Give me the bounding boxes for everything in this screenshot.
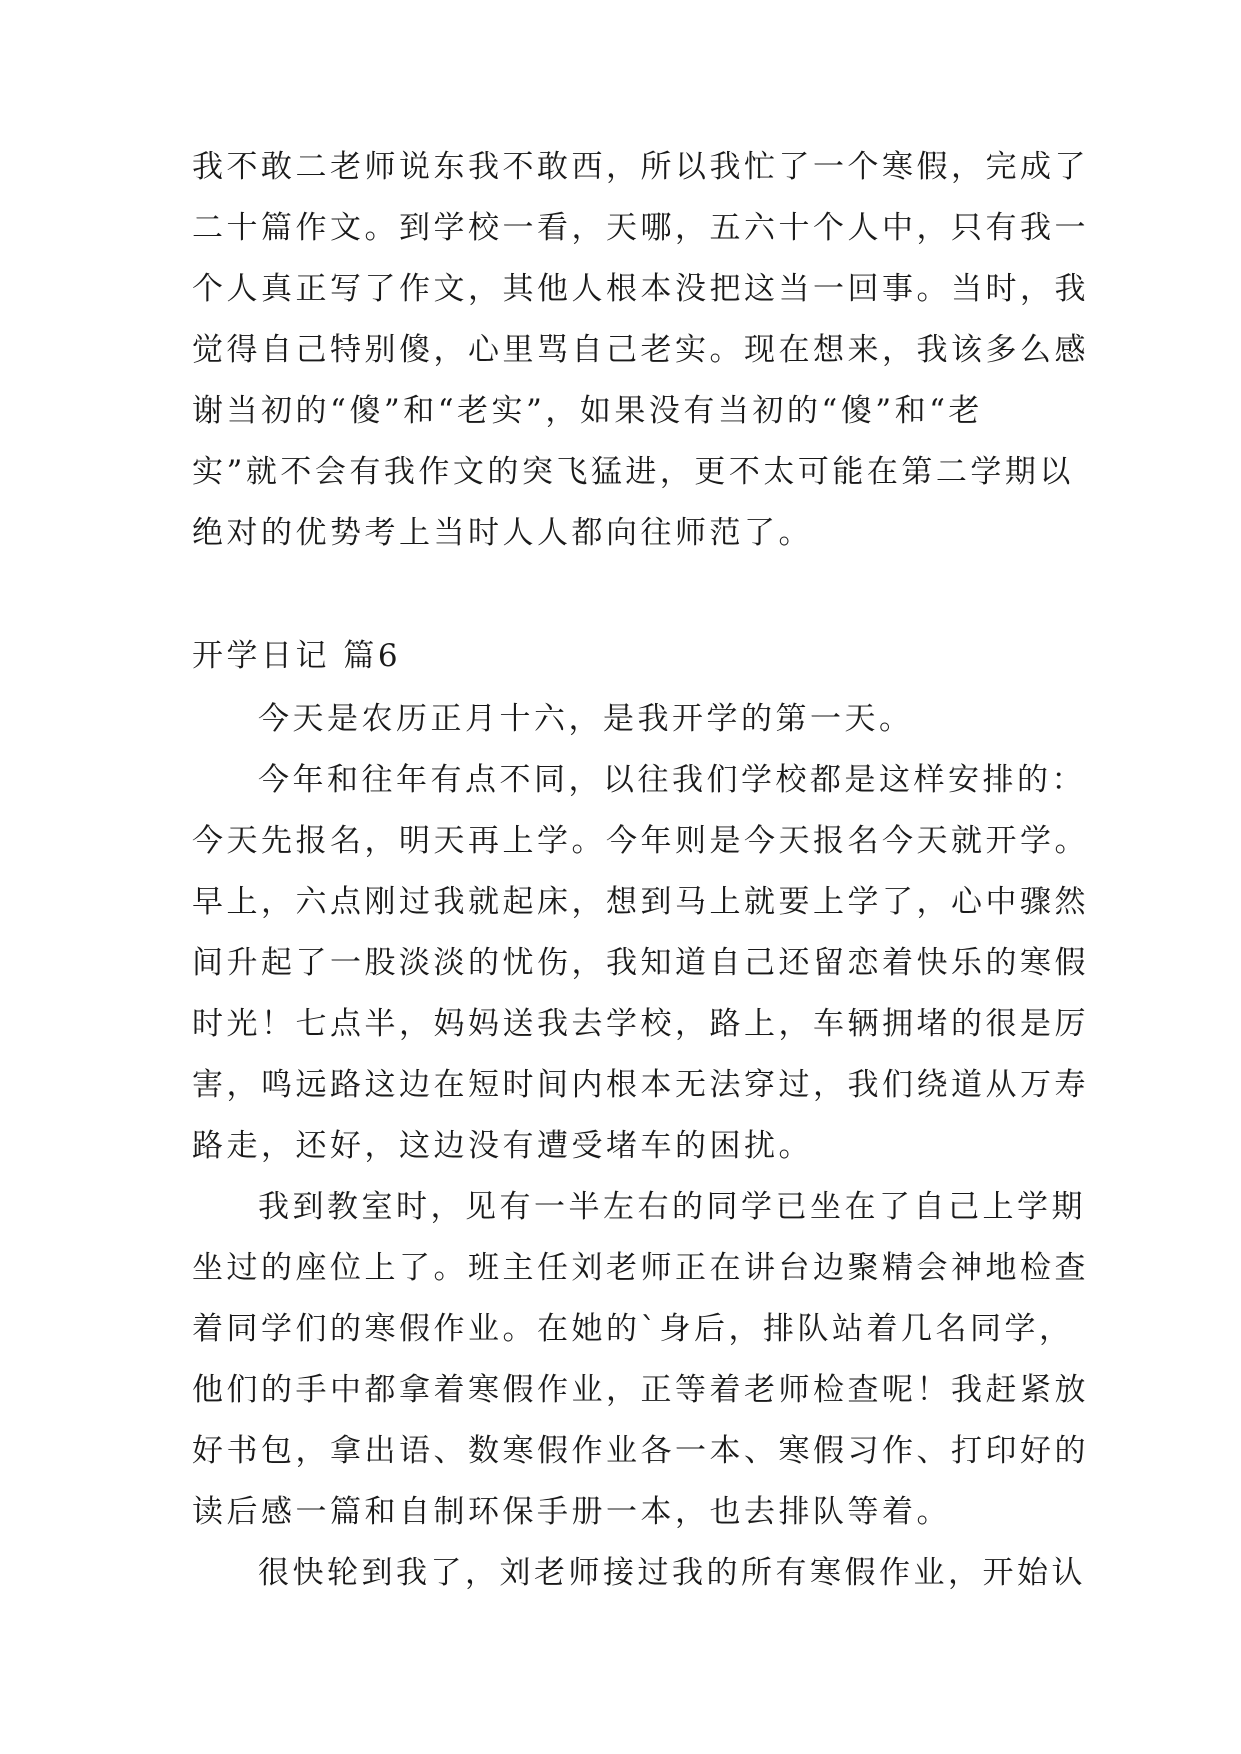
paragraph-3 [192, 1177, 1089, 1543]
text-line: 觉得自己特别傻，心里骂自己老实。现在想来，我该多么感 [192, 332, 1089, 368]
text-line: 今天先报名，明天再上学。今年则是今天报名今天就开学。 [192, 823, 1089, 859]
text-line: 好书包，拿出语、数寒假作业各一本、寒假习作、打印好的 [192, 1433, 1089, 1469]
text-line: 个人真正写了作文，其他人根本没把这当一回事。当时，我 [192, 271, 1089, 307]
top-paragraph [192, 137, 1089, 564]
text-line: 着同学们的寒假作业。在她的`身后，排队站着几名同学， [192, 1311, 1074, 1347]
text-line: 今年和往年有点不同，以往我们学校都是这样安排的： [258, 762, 1086, 798]
text-line: 早上，六点刚过我就起床，想到马上就要上学了，心中骤然 [192, 884, 1089, 920]
text-line: 我不敢二老师说东我不敢西，所以我忙了一个寒假，完成了 [192, 149, 1089, 185]
text-line: 路走，还好，这边没有遭受堵车的困扰。 [192, 1128, 813, 1164]
text-line: 间升起了一股淡淡的忧伤，我知道自己还留恋着快乐的寒假 [192, 945, 1089, 981]
text-line: 二十篇作文。到学校一看，天哪，五六十个人中，只有我一 [192, 210, 1089, 246]
text-line: 时光！七点半，妈妈送我去学校，路上，车辆拥堵的很是厉 [192, 1006, 1089, 1042]
text-line: 实”就不会有我作文的突飞猛进，更不太可能在第二学期以 [192, 454, 1074, 490]
text-line: 我到教室时，见有一半左右的同学已坐在了自己上学期 [258, 1189, 1086, 1225]
text-line: 坐过的座位上了。班主任刘老师正在讲台边聚精会神地检查 [192, 1250, 1089, 1286]
paragraph-4 [192, 1543, 1086, 1604]
section-title: 开学日记 篇6 [192, 638, 402, 674]
text-line: 他们的手中都拿着寒假作业，正等着老师检查呢！我赶紧放 [192, 1372, 1089, 1408]
paragraph-1 [192, 689, 1062, 750]
text-line: 绝对的优势考上当时人人都向往师范了。 [192, 515, 813, 551]
text-line: 今天是农历正月十六，是我开学的第一天。 [258, 701, 914, 737]
paragraph-2 [192, 750, 1089, 1177]
text-line: 谢当初的“傻”和“老实”，如果没有当初的“傻”和“老 [192, 393, 983, 429]
text-line: 读后感一篇和自制环保手册一本，也去排队等着。 [192, 1494, 951, 1530]
text-line: 很快轮到我了，刘老师接过我的所有寒假作业，开始认 [258, 1555, 1086, 1591]
text-line: 害，鸣远路这边在短时间内根本无法穿过，我们绕道从万寿 [192, 1067, 1089, 1103]
